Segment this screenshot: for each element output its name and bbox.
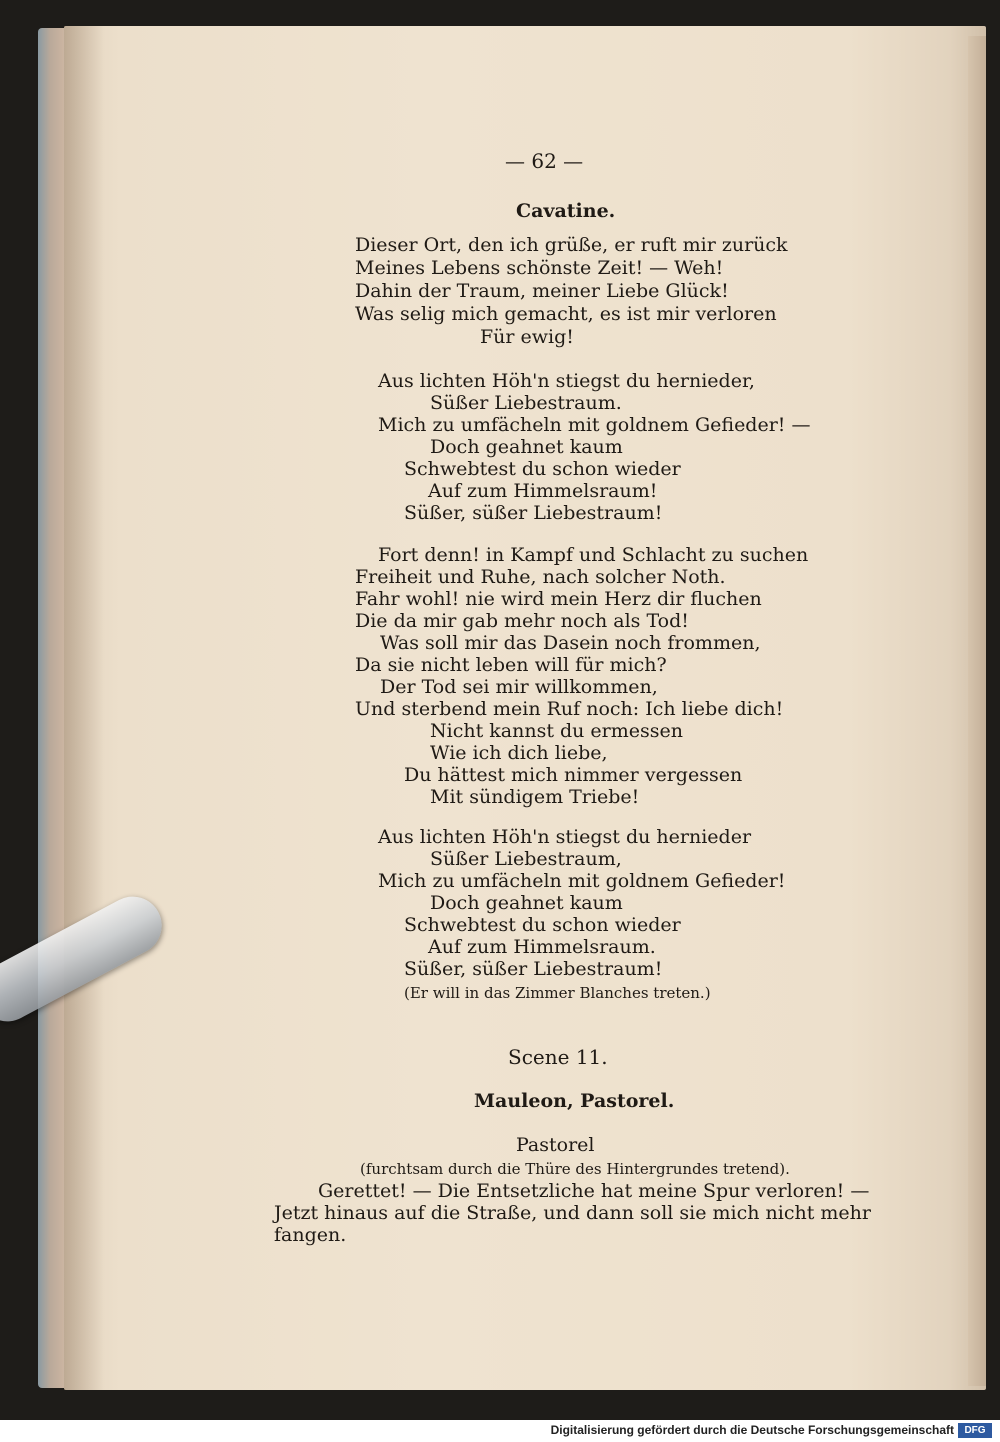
prose-line: fangen.	[274, 1224, 347, 1246]
stage-direction: (Er will in das Zimmer Blanches treten.)	[404, 984, 711, 1002]
verse-line: Süßer Liebestraum.	[430, 392, 622, 414]
verse-line: Freiheit und Ruhe, nach solcher Noth.	[355, 566, 726, 588]
verse-line: Süßer Liebestraum,	[430, 848, 622, 870]
footer-bar	[0, 1420, 1000, 1442]
footer-credit: Digitalisierung gefördert durch die Deutsche Forschungsgemeinschaft	[550, 1423, 954, 1437]
page-number: — 62 —	[505, 149, 584, 173]
section-heading: Cavatine.	[516, 200, 616, 222]
verse-line: Aus lichten Höh'n stiegst du hernieder	[378, 826, 752, 848]
scene-title: Scene 11.	[508, 1045, 608, 1069]
stage-direction: (furchtsam durch die Thüre des Hintergrundes tretend).	[360, 1160, 790, 1178]
verse-line: Der Tod sei mir willkommen,	[380, 676, 658, 698]
verse-line: Doch geahnet kaum	[430, 892, 623, 914]
verse-line: Für ewig!	[480, 326, 574, 348]
prose-line: Gerettet! — Die Entsetzliche hat meine Spur verloren! —	[318, 1180, 870, 1202]
verse-line: Dieser Ort, den ich grüße, er ruft mir zurück	[355, 234, 788, 256]
right-page-edge	[968, 36, 986, 1386]
verse-line: Da sie nicht leben will für mich?	[355, 654, 667, 676]
verse-line: Schwebtest du schon wieder	[404, 458, 681, 480]
verse-line: Meines Lebens schönste Zeit! — Weh!	[355, 257, 724, 279]
verse-line: Die da mir gab mehr noch als Tod!	[355, 610, 689, 632]
verse-line: Mich zu umfächeln mit goldnem Gefieder! —	[378, 414, 811, 436]
verse-line: Mit sündigem Triebe!	[430, 786, 640, 808]
verse-line: Nicht kannst du ermessen	[430, 720, 684, 742]
verse-line: Was soll mir das Dasein noch frommen,	[380, 632, 761, 654]
verse-line: Und sterbend mein Ruf noch: Ich liebe dich!	[355, 698, 784, 720]
dfg-logo: DFG	[958, 1423, 992, 1438]
verse-line: Aus lichten Höh'n stiegst du hernieder,	[378, 370, 755, 392]
verse-line: Fahr wohl! nie wird mein Herz dir fluchen	[355, 588, 762, 610]
verse-line: Doch geahnet kaum	[430, 436, 623, 458]
verse-line: Mich zu umfächeln mit goldnem Gefieder!	[378, 870, 786, 892]
verse-line: Fort denn! in Kampf und Schlacht zu suchen	[378, 544, 809, 566]
prose-line: Jetzt hinaus auf die Straße, und dann soll sie mich nicht mehr	[274, 1202, 871, 1224]
verse-line: Du hättest mich nimmer vergessen	[404, 764, 743, 786]
gutter-shadow	[64, 26, 104, 1390]
verse-line: Schwebtest du schon wieder	[404, 914, 681, 936]
speaker-name: Pastorel	[516, 1134, 595, 1156]
verse-line: Auf zum Himmelsraum!	[428, 480, 658, 502]
verse-line: Auf zum Himmelsraum.	[428, 936, 656, 958]
verse-line: Süßer, süßer Liebestraum!	[404, 502, 663, 524]
verse-line: Wie ich dich liebe,	[430, 742, 608, 764]
verse-line: Süßer, süßer Liebestraum!	[404, 958, 663, 980]
verse-line: Was selig mich gemacht, es ist mir verloren	[355, 303, 777, 325]
scene-characters: Mauleon, Pastorel.	[474, 1090, 675, 1112]
verse-line: Dahin der Traum, meiner Liebe Glück!	[355, 280, 729, 302]
